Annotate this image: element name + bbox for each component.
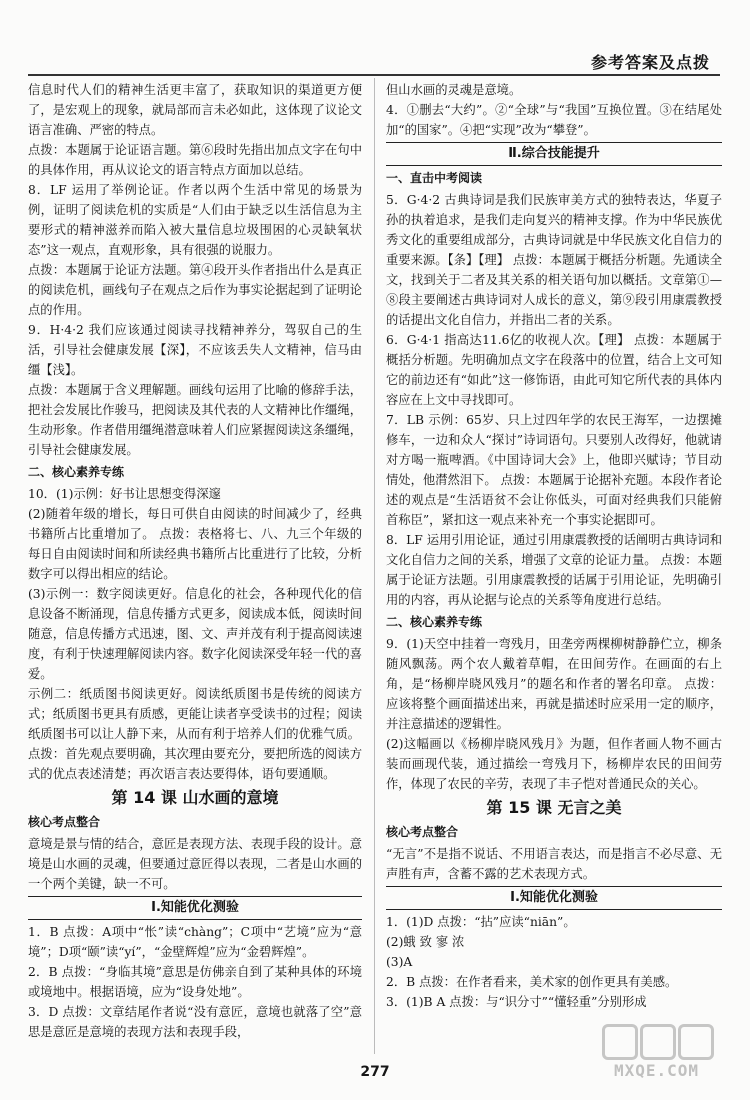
lesson-15-item-4: 2．B 点拨：在作者看来，美术家的创作更具有美感。 [386,975,678,989]
answer-10-2: (2)随着年级的增长，每日可供自由阅读的时间减少了，经典书籍所占比重增加了。 点拨：表格将七、八、九三个年级的每日自由阅读时间和所读经典书籍所占比重进行了比较，分析数字可以得出相应的结论。 [28,507,362,581]
lesson-15-item-2: (2)蛾 致 寥 浓 [386,935,465,949]
answer-7: 7．LB 示例：65岁、只上过四年学的农民王海军，一边摆摊修车，一边和众人“探讨”诗词语句。只要别人改得好，他就请对方喝一瓶啤酒。《中国诗词大会》上，他即兴赋诗；节目动情处，他潸然泪下。 点拨：本题属于论据补充题。本段作者论述的观点是“生活语贫不会让你低头，可面对经典我们只能俯首称臣”，紧扣这一观点来补充一个事实论据即可。 [386,413,722,527]
lesson-14-item-1: 1．B 点拨：A项中“怅”读“chàng”；C项中“艺境”应为“意境”；D项“颐”读“yí”，“金壁辉煌”应为“金碧辉煌”。 [28,925,362,959]
note-10: 点拨：首先观点要明确，其次理由要充分，要把所选的阅读方式的优点表述清楚；再次语言表达要得体，语句要通顺。 [28,747,362,781]
section-skills: Ⅱ.综合技能提升 [386,142,722,166]
lesson-15-title: 第 15 课 无言之美 [486,798,622,817]
lesson-14-title: 第 14 课 山水画的意境 [111,788,279,807]
answer-10-1: 10．(1)示例：好书让思想变得深邃 [28,487,221,501]
watermark-logo [596,1024,726,1080]
answer-5: 5．G·4·2 古典诗词是我们民族审美方式的独特表达，华夏子孙的执着追求，是我们走向复兴的精神支撑。作为中华民族优秀文化的重要组成部分，古典诗词就是中华民族文化自信力的重要来源。【条】【理】 点拨：本题属于概括分析题。先通读全文，找到关于二者及其关系的相关语句加以概括。文章第①—⑧段主要阐述古典诗词对人成长的意义，第⑨段引用康震教授的话提出文化自信力，并指出二者的关系。 [386,193,722,327]
answer-8-right: 8．LF 运用引用论证，通过引用康震教授的话阐明古典诗词和文化自信力之间的关系，增强了文章的论证力量。 点拨：本题属于论证方法题。引用康震教授的话属于引用论证，先明确引用的内容，再从论据与论点的关系等角度进行总结。 [386,533,722,607]
answer-paragraph: 信息时代人们的精神生活更丰富了，获取知识的渠道更方便了，是宏观上的现象，就局部而言未必如此，这体现了议论文语言准确、严密的特点。 [28,83,362,137]
note-8: 点拨：本题属于论证方法题。第④段开头作者指出什么是真正的阅读危机，画线句子在观点之后作为事实论据起到了证明论点的作用。 [28,263,362,317]
column-divider [374,78,375,1054]
lesson-14-item-3: 3．D 点拨：文章结尾作者说“没有意匠，意境也就落了空”意思是意匠是意境的表现方法和表现手段， [28,1005,362,1039]
answer-9: 9．H·4·2 我们应该通过阅读寻找精神养分，驾驭自己的生活，引导社会健康发展【深】，不应该丢失人文精神，信马由缰【浅】。 [28,323,362,377]
subsection-core-literacy-right: 二、核心素养专练 [386,615,483,629]
subsection-core-literacy: 二、核心素养专练 [28,465,125,479]
core-points-label-right: 核心考点整合 [386,825,459,839]
page-number: 277 [360,1064,390,1080]
note-paragraph: 点拨：本题属于论证语言题。第⑥段时先指出加点文字在句中的具体作用，再从议论文的语言特点方面加以总结。 [28,143,362,177]
answer-10-3b: 示例二：纸质图书阅读更好。阅读纸质图书是传统的阅读方式；纸质图书更具有质感，更能让读者享受读书的过程；阅读纸质图书可以让人静下来，从而有利于培养人们的优雅气质。 [28,687,362,741]
lesson-15-item-1: 1．(1)D 点拨：“拈”应读“niān”。 [386,915,576,929]
answer-8: 8．LF 运用了举例论证。作者以两个生活中常见的场景为例，证明了阅读危机的实质是“人们由于缺乏以生活信息为主要形式的精神滋养而陷入被大量信息垃圾围困的心灵缺氧状态”这一观点，直观形象，具有很强的说服力。 [28,183,362,257]
lesson-15-item-5: 3．(1)B A 点拨：与“识分寸”“懂轻重”分别形成 [386,995,647,1009]
lesson-14-intro: 意境是景与情的结合，意匠是表现方法、表现手段的设计。意境是山水画的灵魂，但要通过意匠得以表现，二者是山水画的一个两个美键，缺一不可。 [28,837,362,891]
right-column [386,80,722,1060]
lesson-15-intro: “无言”不是指不说话、不用语言表达，而是指言不必尽意、无声胜有声，含蓄不露的艺术表现方式。 [386,847,722,881]
header-title: 参考答案及点拨 [590,53,710,72]
continued-line: 但山水画的灵魂是意境。 [386,83,522,97]
answer-9-1: 9．(1)天空中挂着一弯残月，田垄旁两棵柳树静静伫立，柳条随风飘荡。两个农人戴着草帽，在田间劳作。在画面的右上角，是“杨柳岸晓风残月”的题名和作者的署名印章。 点拨：应该将整个画面描述出来，再就是描述时应采用一定的顺序，并注意描述的逻辑性。 [386,637,722,731]
answer-9-2: (2)这幅画以《杨柳岸晓风残月》为题，但作者画人物不画古装而画现代装，通过描绘一弯残月下，杨柳岸农民的田间劳作，体现了农民的辛劳，表现了丰子恺对普通民众的关心。 [386,737,722,791]
core-points-label: 核心考点整合 [28,815,101,829]
watermark-box-icon [678,1024,714,1060]
note-9: 点拨：本题属于含义理解题。画线句运用了比喻的修辞手法，把社会发展比作骏马，把阅读及其代表的人文精神比作缰绳，生动形象。作者借用缰绳潜意味着人们应紧握阅读这条缰绳，引导社会健康发展。 [28,383,362,457]
subsection-exam-reading: 一、直击中考阅读 [386,171,483,185]
lesson-14-item-2: 2．B 点拨：“身临其境”意思是仿佛亲自到了某种具体的环境或境地中。根据语境，应为“设身处地”。 [28,965,362,999]
answer-4: 4．①删去“大约”。②“全球”与“我国”互换位置。③在结尾处加“的国家”。④把“实现”改为“攀登”。 [386,103,722,137]
answer-6: 6．G·4·1 指高达11.6亿的收视人次。【理】 点拨：本题属于概括分析题。先明确加点文字在段落中的位置，结合上文可知它的前边还有“如此”这一修饰语，由此可知它所代表的具体内容应在上文中寻找即可。 [386,333,722,407]
lesson-15-item-3: (3)A [386,955,413,969]
section-knowledge-test: Ⅰ.知能优化测验 [28,896,362,920]
page-header [0,0,750,74]
watermark-box-icon [602,1024,638,1060]
watermark-box-icon [640,1024,676,1060]
header-rule [28,74,720,76]
left-column [28,80,362,1060]
section-knowledge-test-right: Ⅰ.知能优化测验 [386,886,722,910]
watermark-text: MXQE.COM [614,1061,700,1080]
answer-10-3a: (3)示例一：数字阅读更好。信息化的社会，各种现代化的信息设备不断涌现，信息传播方式更多，阅读成本低，阅读时间随意，信息传播方式迅速，图、文、声并茂有利于提高阅读速度，有利于快速理解阅读内容。数字化阅读深受年轻一代的喜爱。 [28,587,362,681]
